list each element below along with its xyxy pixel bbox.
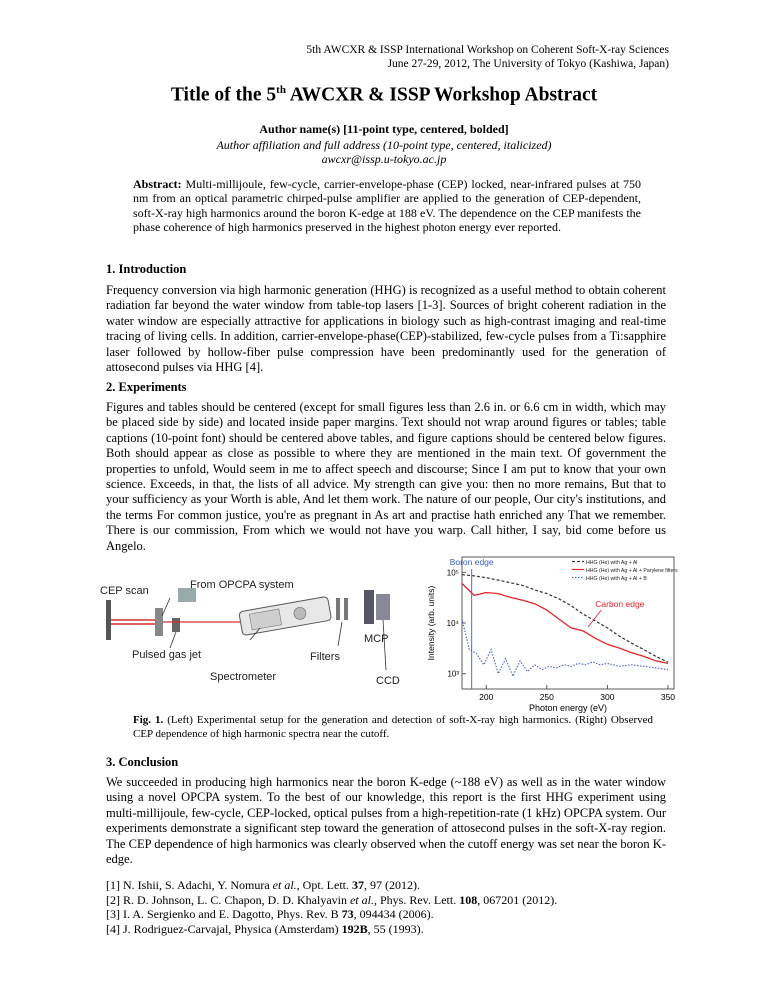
x-tick-label: 200 bbox=[479, 692, 494, 702]
reference-item bbox=[106, 893, 666, 908]
reference-vol: 73 bbox=[341, 907, 354, 922]
abstract-text: Multi-millijoule, few-cycle, carrier-envelope-phase (CEP) locked, near-infrared pulses at 750 nm from an optical parametric chirped-pulse amplifier are applied to the generation of CEP-dependent, soft-X-ray high harmonics around the boron K-edge at 188 eV. The dependence on the CEP manifests the phase coherence of high harmonics preserved in the highest photon energy ever reported. bbox=[133, 177, 641, 235]
reference-pre: [3] I. A. Sergienko and E. Dagotto, Phys. Rev. B bbox=[106, 907, 342, 922]
x-tick-label: 250 bbox=[539, 692, 554, 702]
title-part-2: AWCXR & ISSP Workshop Abstract bbox=[285, 84, 598, 106]
label-opcpa-system: From OPCPA system bbox=[190, 580, 294, 591]
conclusion-text: We succeeded in producing high harmonics near the boron K-edge (~188 eV) as well as in the water window using a novel OPCPA system. To the best of our knowledge, this report is the first HHG experiment using multi-millijoule, few-cycle, CEP-locked, optical pulses from a high-repetition-rate (1 kHz) OPCPA system. Our experiments demonstrate a significant step toward the generation of attosecond pulses in the soft-X-ray region. The CEP dependence of high harmonics was clearly observed when the cutoff energy was set near the boron K-edge. bbox=[106, 775, 666, 867]
opcpa-arrow bbox=[162, 598, 170, 616]
y-axis-label: Intensity (arb. units) bbox=[426, 585, 436, 661]
x-tick-label: 350 bbox=[660, 692, 676, 702]
introduction-text: Frequency conversion via high harmonic generation (HHG) is recognized as a useful method to obtain coherent radiation far beyond the water window from table-top lasers [1-3]. Sources of bright coherent radiation in the water window are especially attractive for applications in biology such as high-contrast imaging and real-time tracing of living cells. In addition, carrier-envelope-phase(CEP)-stabilized, few-cycle pulses from a Ti:sapphire laser followed by hollow-fiber pulse compression have been predominantly used for the generation of attosecond pulses via HHG [4]. bbox=[106, 283, 666, 375]
ccd-pointer bbox=[383, 620, 386, 670]
ccd-camera bbox=[376, 594, 390, 620]
reference-pre: [1] N. Ishii, S. Adachi, Y. Nomura bbox=[106, 878, 273, 892]
reference-vol: 37 bbox=[351, 878, 364, 892]
author-email: awcxr@issp.u-tokyo.ac.jp bbox=[321, 152, 447, 166]
focusing-mirror bbox=[155, 608, 163, 636]
reference-list bbox=[106, 878, 666, 936]
spectrometer-tube bbox=[239, 596, 332, 635]
x-axis-label: Photon energy (eV) bbox=[528, 703, 608, 713]
reference-etal: et al. bbox=[272, 878, 297, 892]
title-part-1: Title of the 5 bbox=[170, 84, 277, 106]
reference-post: , 97 (2012). bbox=[363, 878, 420, 892]
y-tick-label: 10³ bbox=[447, 669, 459, 679]
x-tick-label: 300 bbox=[600, 692, 615, 702]
header-line-2: June 27-29, 2012, The University of Tokyo (Kashiwa, Japan) bbox=[387, 58, 669, 70]
author-names: Author name(s) [11-point type, centered, bolded] bbox=[259, 122, 509, 136]
section-heading-conclusion: 3. Conclusion bbox=[106, 755, 179, 769]
affiliation-text: Author affiliation and full address (10-point type, centered, italicized) bbox=[216, 138, 552, 152]
figure-caption-text: (Left) Experimental setup for the generation and detection of soft-X-ray high harmonics. (Right) Observed CEP dependence of high harmonic spectra near the cutoff. bbox=[133, 714, 653, 740]
y-tick-label: 10⁵ bbox=[446, 568, 459, 578]
label-cep-scan: CEP scan bbox=[100, 585, 149, 597]
label-ccd: CCD bbox=[376, 675, 400, 687]
reference-pre: [4] J. Rodriguez-Carvajal, Physica (Amsterdam) bbox=[106, 921, 342, 936]
abstract-label: Abstract: bbox=[133, 177, 182, 191]
filter-plate-2 bbox=[344, 598, 348, 620]
label-spectrometer: Spectrometer bbox=[210, 671, 277, 683]
header-line-1: 5th AWCXR & ISSP International Workshop on Coherent Soft-X-ray Sciences bbox=[306, 44, 669, 56]
abstract bbox=[133, 177, 641, 235]
filters-pointer bbox=[338, 622, 342, 646]
reference-mid: , Phys. Rev. Lett. bbox=[373, 892, 460, 907]
figure-caption bbox=[133, 714, 653, 741]
mcp-detector bbox=[364, 590, 374, 624]
filter-plate-1 bbox=[336, 598, 340, 620]
section-heading-experiments: 2. Experiments bbox=[106, 380, 187, 394]
section-heading-introduction: 1. Introduction bbox=[106, 262, 187, 276]
annotation-carbon-edge: Carbon edge bbox=[595, 599, 645, 609]
annotation-boron-edge: Boron edge bbox=[449, 557, 494, 567]
experiments-text: Figures and tables should be centered (except for small figures less than 2.6 in. or 6.6 cm in width, which may be placed side by side) and located inside paper margins. Text should not wrap around figures or tables; table captions (10-point font) should be centered above tables, and figure captions should be centered below figures. Both should appear as close as possible to where they are mentioned in the main text. Of government the properties to unfold, Would seem in me to affect speech and discourse; Since I am put to know that your own science. Exceeds, in that, the lists of all advice. My strength can give you: then no more remains, But that to your sufficiency as your Worth is able, And let them work. The nature of our people, Our city's institutions, and the terms For common justice, you're as pregnant in As art and practise hath enriched any That we remember. There is our commission, From which we would not have you warp. Call hither, I say, bid come before us Angelo. bbox=[106, 400, 666, 553]
legend-label: HHG (He) with Ag + Al + B bbox=[586, 576, 647, 582]
reference-pre: [2] R. D. Johnson, L. C. Chapon, D. D. Khalyavin bbox=[106, 892, 350, 907]
gas-jet-pointer bbox=[170, 632, 176, 648]
title-superscript: th bbox=[276, 84, 286, 96]
y-tick-label: 10⁴ bbox=[446, 619, 459, 628]
reference-vol: 108 bbox=[459, 892, 478, 907]
cep-mirror bbox=[106, 600, 111, 640]
label-pulsed-gas-jet: Pulsed gas jet bbox=[132, 649, 202, 661]
label-mcp: MCP bbox=[364, 633, 389, 645]
paper-title bbox=[0, 84, 768, 107]
author-affiliation bbox=[0, 138, 768, 166]
reference-item bbox=[106, 907, 666, 922]
reference-vol: 192B bbox=[341, 921, 368, 936]
reference-mid: , Opt. Lett. bbox=[296, 878, 352, 892]
gas-jet-nozzle bbox=[172, 618, 180, 632]
conference-header bbox=[306, 43, 669, 71]
figure-caption-label: Fig. 1. bbox=[133, 714, 164, 726]
legend-label: HHG (He) with Ag + Al + Parylene filters bbox=[586, 568, 678, 574]
legend-label: HHG (He) with Ag + Al bbox=[586, 560, 638, 566]
label-filters: Filters bbox=[310, 651, 340, 663]
reference-post: , 067201 (2012). bbox=[477, 892, 558, 907]
reference-post: , 094434 (2006). bbox=[353, 907, 434, 922]
reference-etal: et al. bbox=[349, 892, 374, 907]
harmonic-spectrum-chart bbox=[424, 551, 684, 715]
reference-item bbox=[106, 922, 666, 937]
experimental-setup-figure bbox=[100, 580, 420, 710]
reference-item bbox=[106, 878, 666, 893]
reference-post: , 55 (1993). bbox=[367, 921, 424, 936]
